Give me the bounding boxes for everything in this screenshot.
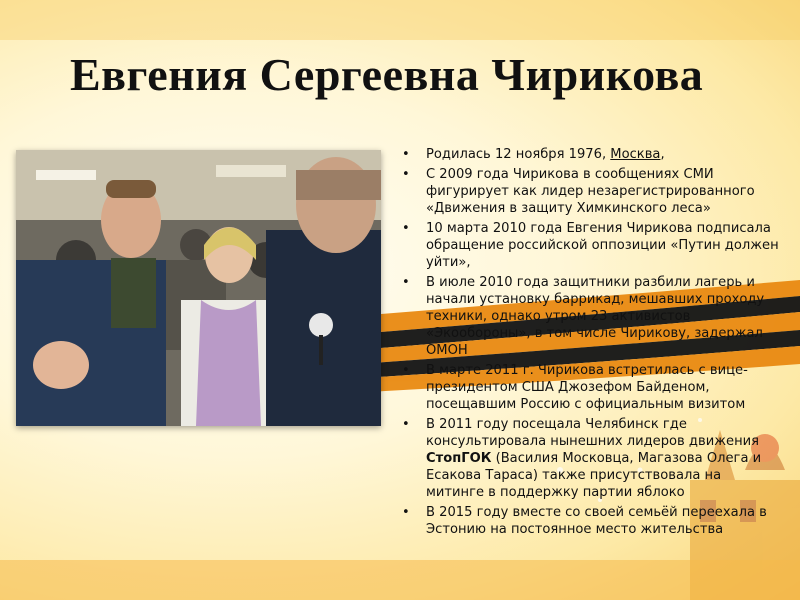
bullet-chelyabinsk-text: В 2011 году посещала Челябинск где консультировала нынешних лидеров движения (426, 417, 760, 449)
bio-bullet-list (400, 146, 780, 541)
bullet-2015: • В 2015 году вместе со своей семьёй переехала в Эстонию на постоянное место жительства (400, 504, 780, 538)
bullet-july-2010: • В июле 2010 года защитники разбили лагерь и начали установку баррикад, мешавших проходу техники, однако утром 23 активистов «Экообороны», в том числе Чирикову, задержал ОМОН (400, 274, 780, 359)
bullet-march-2010: • 10 марта 2010 года Евгения Чирикова подписала обращение российской оппозиции «Путин должен уйти», (400, 220, 780, 271)
bullet-march-2011: • В марте 2011 г. Чирикова встретилась с вице-президентом США Джозефом Байденом, посещавшим Россию с официальным визитом (400, 362, 780, 413)
bullet-2009: • С 2009 года Чирикова в сообщениях СМИ фигурирует как лидер незарегистрированного «Движения в защиту Химкинского леса» (400, 166, 780, 217)
protest-photo (16, 150, 381, 426)
bullet-chelyabinsk-end: (Василия Московца, Магазова Олега и Есакова Тараса) также присутствовала на митинге в поддержку партии яблоко (426, 451, 762, 500)
bullet-chelyabinsk (400, 416, 780, 501)
moscow-link[interactable]: Москва (610, 147, 661, 162)
slide-title: Евгения Сергеевна Чирикова (70, 49, 704, 100)
bullet-birth-text: Родилась 12 ноября 1976, (426, 147, 611, 162)
stopgok-label: СтопГОК (426, 451, 492, 466)
photo-illustration (16, 150, 381, 426)
bullet-birth-end: , (660, 147, 665, 162)
bullet-birth (400, 146, 780, 163)
